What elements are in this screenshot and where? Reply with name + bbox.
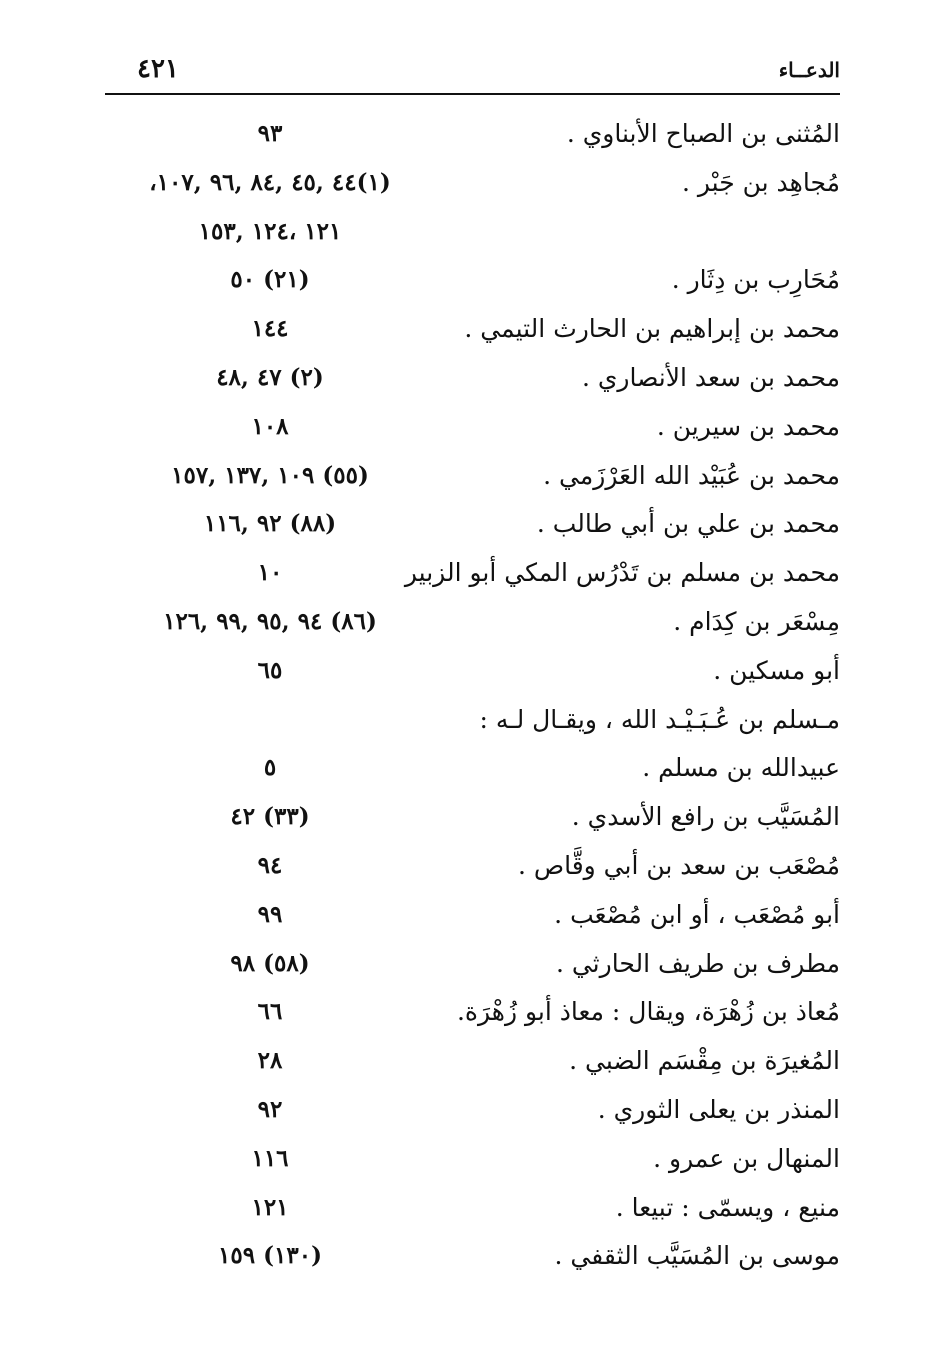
index-entry	[0, 159, 943, 207]
entry-name: المنهال بن عمرو .	[653, 1143, 840, 1173]
entry-name: عبيدالله بن مسلم .	[642, 753, 840, 783]
entry-pages: ٦٦	[257, 998, 283, 1026]
entry-name: أبو مسكين .	[713, 655, 840, 685]
entry-name: مطرف بن طريف الحارثي .	[555, 948, 840, 978]
entry-name: المنذر بن يعلى الثوري .	[597, 1095, 840, 1124]
index-entry	[0, 1086, 943, 1134]
index-entry	[0, 256, 943, 304]
entry-pages: ١٢١ ،١٢٤ ,١٥٣	[198, 217, 342, 245]
index-entry	[0, 110, 943, 158]
index-entry	[0, 208, 943, 256]
entry-pages: ١٠	[257, 559, 283, 587]
entry-name: مُصْعَب بن سعد بن أبي وقَّاص .	[517, 851, 840, 880]
index-entry	[0, 354, 943, 402]
entry-name: المُسَيَّب بن رافع الأسدي .	[571, 802, 840, 832]
entry-pages: ١١٦	[251, 1144, 289, 1172]
index-entry	[0, 305, 943, 353]
index-entry	[0, 793, 943, 841]
entry-pages: ٦٥	[257, 656, 283, 684]
entry-name: مُحَارِب بن دِثَار .	[671, 265, 840, 295]
entry-pages: (٣٣) ٤٢	[230, 803, 310, 831]
entry-name: المُثنى بن الصباح الأبناوي .	[566, 119, 840, 148]
entry-pages: (٥٥) ١٠٩ ,١٣٧ ,١٥٧	[171, 461, 369, 489]
entry-name: منيع ، ويسمّى : تبيعا .	[615, 1192, 840, 1222]
entry-pages: (١٣٠) ١٥٩	[218, 1242, 322, 1270]
entry-name: المُغيرَة بن مِقْسَم الضبي .	[569, 1046, 840, 1076]
index-entry	[0, 696, 943, 744]
entry-pages: ١٠٨	[251, 412, 289, 440]
index-entry	[0, 549, 943, 597]
entry-pages: (٨٨) ٩٢ ,١١٦	[203, 510, 337, 538]
index-entry	[0, 891, 943, 939]
index-entry	[0, 842, 943, 890]
index-entry	[0, 598, 943, 646]
entry-pages: (١)٤٤ ,٤٥ ,٨٤ ,٩٦ ,١٠٧،	[149, 168, 391, 196]
entry-pages: ٩٢	[257, 1096, 283, 1123]
entry-name: موسى بن المُسَيَّب الثقفي .	[554, 1241, 840, 1271]
entry-pages: (٥٨) ٩٨	[230, 949, 310, 977]
index-entry	[0, 500, 943, 548]
entry-name: محمد بن عُبَيْد الله العَرْزَمي .	[543, 460, 840, 490]
entry-pages: (٨٦) ٩٤ ,٩٥ ,٩٩ ,١٢٦	[163, 608, 377, 635]
entry-pages: ٩٩	[257, 900, 283, 928]
entry-pages: ١٤٤	[251, 315, 289, 343]
header-rule	[105, 93, 840, 95]
entry-pages: ٢٨	[257, 1047, 283, 1075]
index-entry	[0, 940, 943, 988]
running-title: الدعــاء	[778, 58, 840, 82]
entry-name: محمد بن سعد الأنصاري .	[581, 363, 840, 392]
entry-name: أبو مُصْعَب ، أو ابن مُصْعَب .	[554, 899, 840, 929]
entry-pages: (٢) ٤٧ ,٤٨	[216, 364, 324, 391]
index-entry	[0, 1184, 943, 1232]
page-number: ٤٢١	[137, 54, 179, 84]
index-entry	[0, 1135, 943, 1183]
entry-name: مِسْعَر بن كِدَام .	[673, 607, 840, 636]
entry-pages: ٩٤	[257, 852, 283, 879]
entry-pages: (٢١) ٥٠	[230, 266, 310, 294]
page-header	[105, 50, 840, 94]
entry-name: مـسلم بن عُـبَـيْـد الله ، ويقـال لـه :	[479, 704, 840, 734]
index-entry	[0, 647, 943, 695]
entry-name: مُجاهِد بن جَبْر .	[681, 167, 840, 197]
entry-name: محمد بن علي بن أبي طالب .	[536, 509, 840, 539]
index-entry	[0, 1232, 943, 1280]
entry-name: محمد بن مسلم بن تَدْرُس المكي أبو الزبير	[404, 558, 840, 588]
index-entry	[0, 452, 943, 500]
index-entry	[0, 1037, 943, 1085]
entry-pages: ٥	[263, 754, 277, 782]
entry-pages: ٩٣	[257, 120, 283, 147]
entry-pages: ١٢١	[251, 1193, 289, 1221]
index-entry	[0, 988, 943, 1036]
entry-name: مُعاذ بن زُهْرَة، ويقال : معاذ أبو زُهْرَة.	[456, 997, 840, 1027]
index-entry	[0, 744, 943, 792]
entry-name: محمد بن سيرين .	[656, 411, 840, 441]
entry-name: محمد بن إبراهيم بن الحارث التيمي .	[464, 314, 840, 344]
index-entry	[0, 403, 943, 451]
